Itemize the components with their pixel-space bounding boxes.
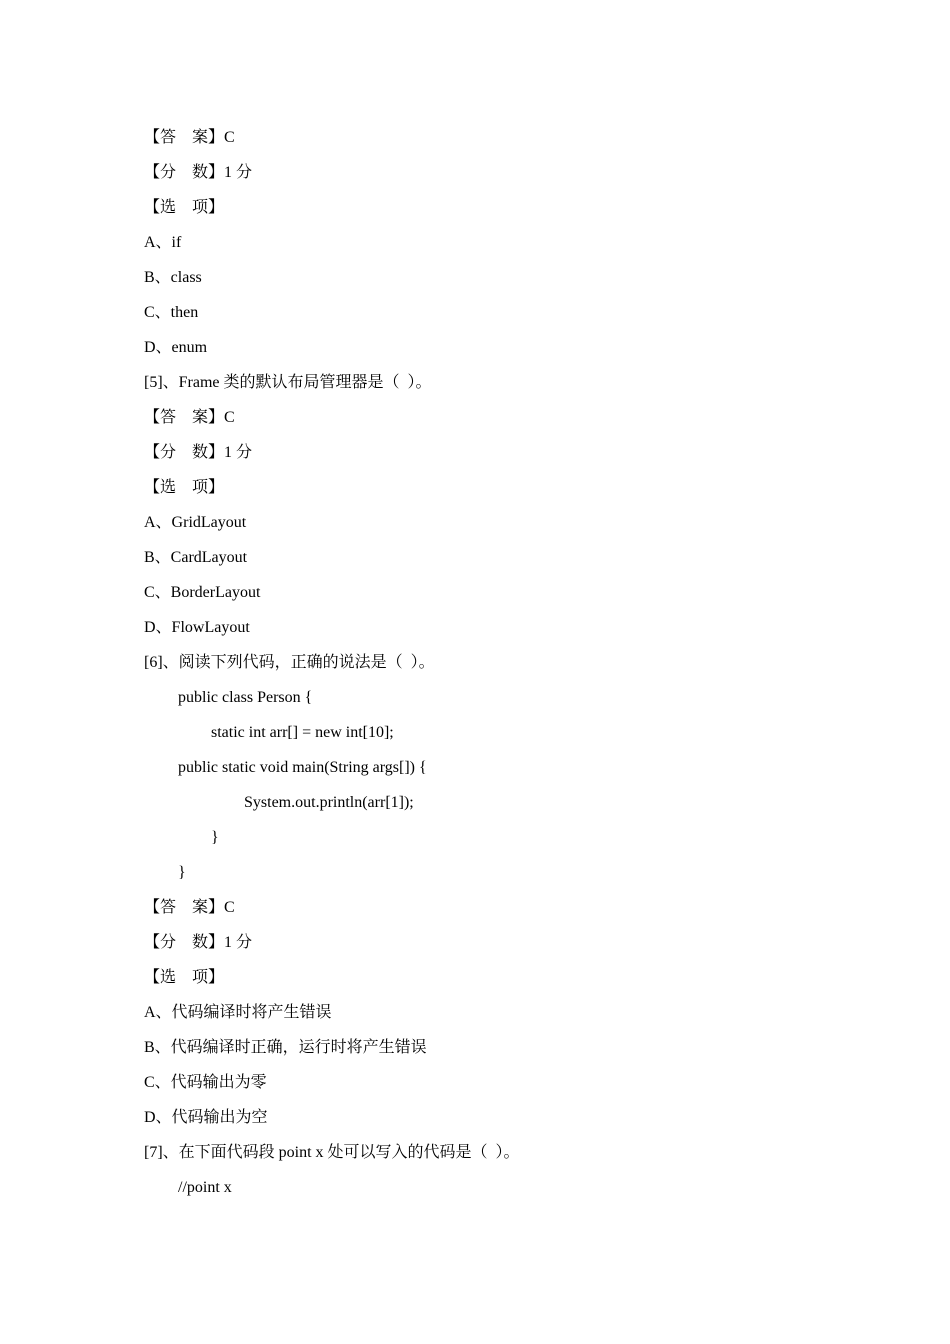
answer-line: 【答 案】C [144, 899, 235, 916]
score-line: 【分 数】1 分 [144, 934, 253, 951]
option-a: A、代码编译时将产生错误 [144, 1004, 332, 1021]
question-6: [6]、阅读下列代码，正确的说法是（ ）。 [144, 654, 435, 671]
code-line: } [178, 864, 186, 881]
option-d: D、代码输出为空 [144, 1109, 268, 1126]
option-c: C、代码输出为零 [144, 1074, 267, 1091]
options-heading: 【选 项】 [144, 199, 225, 216]
answer-line: 【答 案】C [144, 129, 235, 146]
score-line: 【分 数】1 分 [144, 444, 253, 461]
answer-line: 【答 案】C [144, 409, 235, 426]
code-line: //point x [178, 1179, 232, 1196]
score-line: 【分 数】1 分 [144, 164, 253, 181]
option-b: B、class [144, 269, 202, 286]
option-d: D、FlowLayout [144, 619, 250, 636]
code-line: public static void main(String args[]) { [178, 759, 427, 776]
code-line: public class Person { [178, 689, 313, 706]
option-a: A、GridLayout [144, 514, 247, 531]
code-line: System.out.println(arr[1]); [244, 794, 414, 811]
question-7: [7]、在下面代码段 point x 处可以写入的代码是（ ）。 [144, 1144, 520, 1161]
options-heading: 【选 项】 [144, 479, 225, 496]
option-b: B、代码编译时正确，运行时将产生错误 [144, 1039, 427, 1056]
option-b: B、CardLayout [144, 549, 248, 566]
options-heading: 【选 项】 [144, 969, 225, 986]
code-line: static int arr[] = new int[10]; [211, 724, 394, 741]
option-d: D、enum [144, 339, 208, 356]
question-5: [5]、Frame 类的默认布局管理器是（ ）。 [144, 374, 432, 391]
code-line: } [211, 829, 219, 846]
option-a: A、if [144, 234, 182, 251]
option-c: C、BorderLayout [144, 584, 261, 601]
option-c: C、then [144, 304, 199, 321]
